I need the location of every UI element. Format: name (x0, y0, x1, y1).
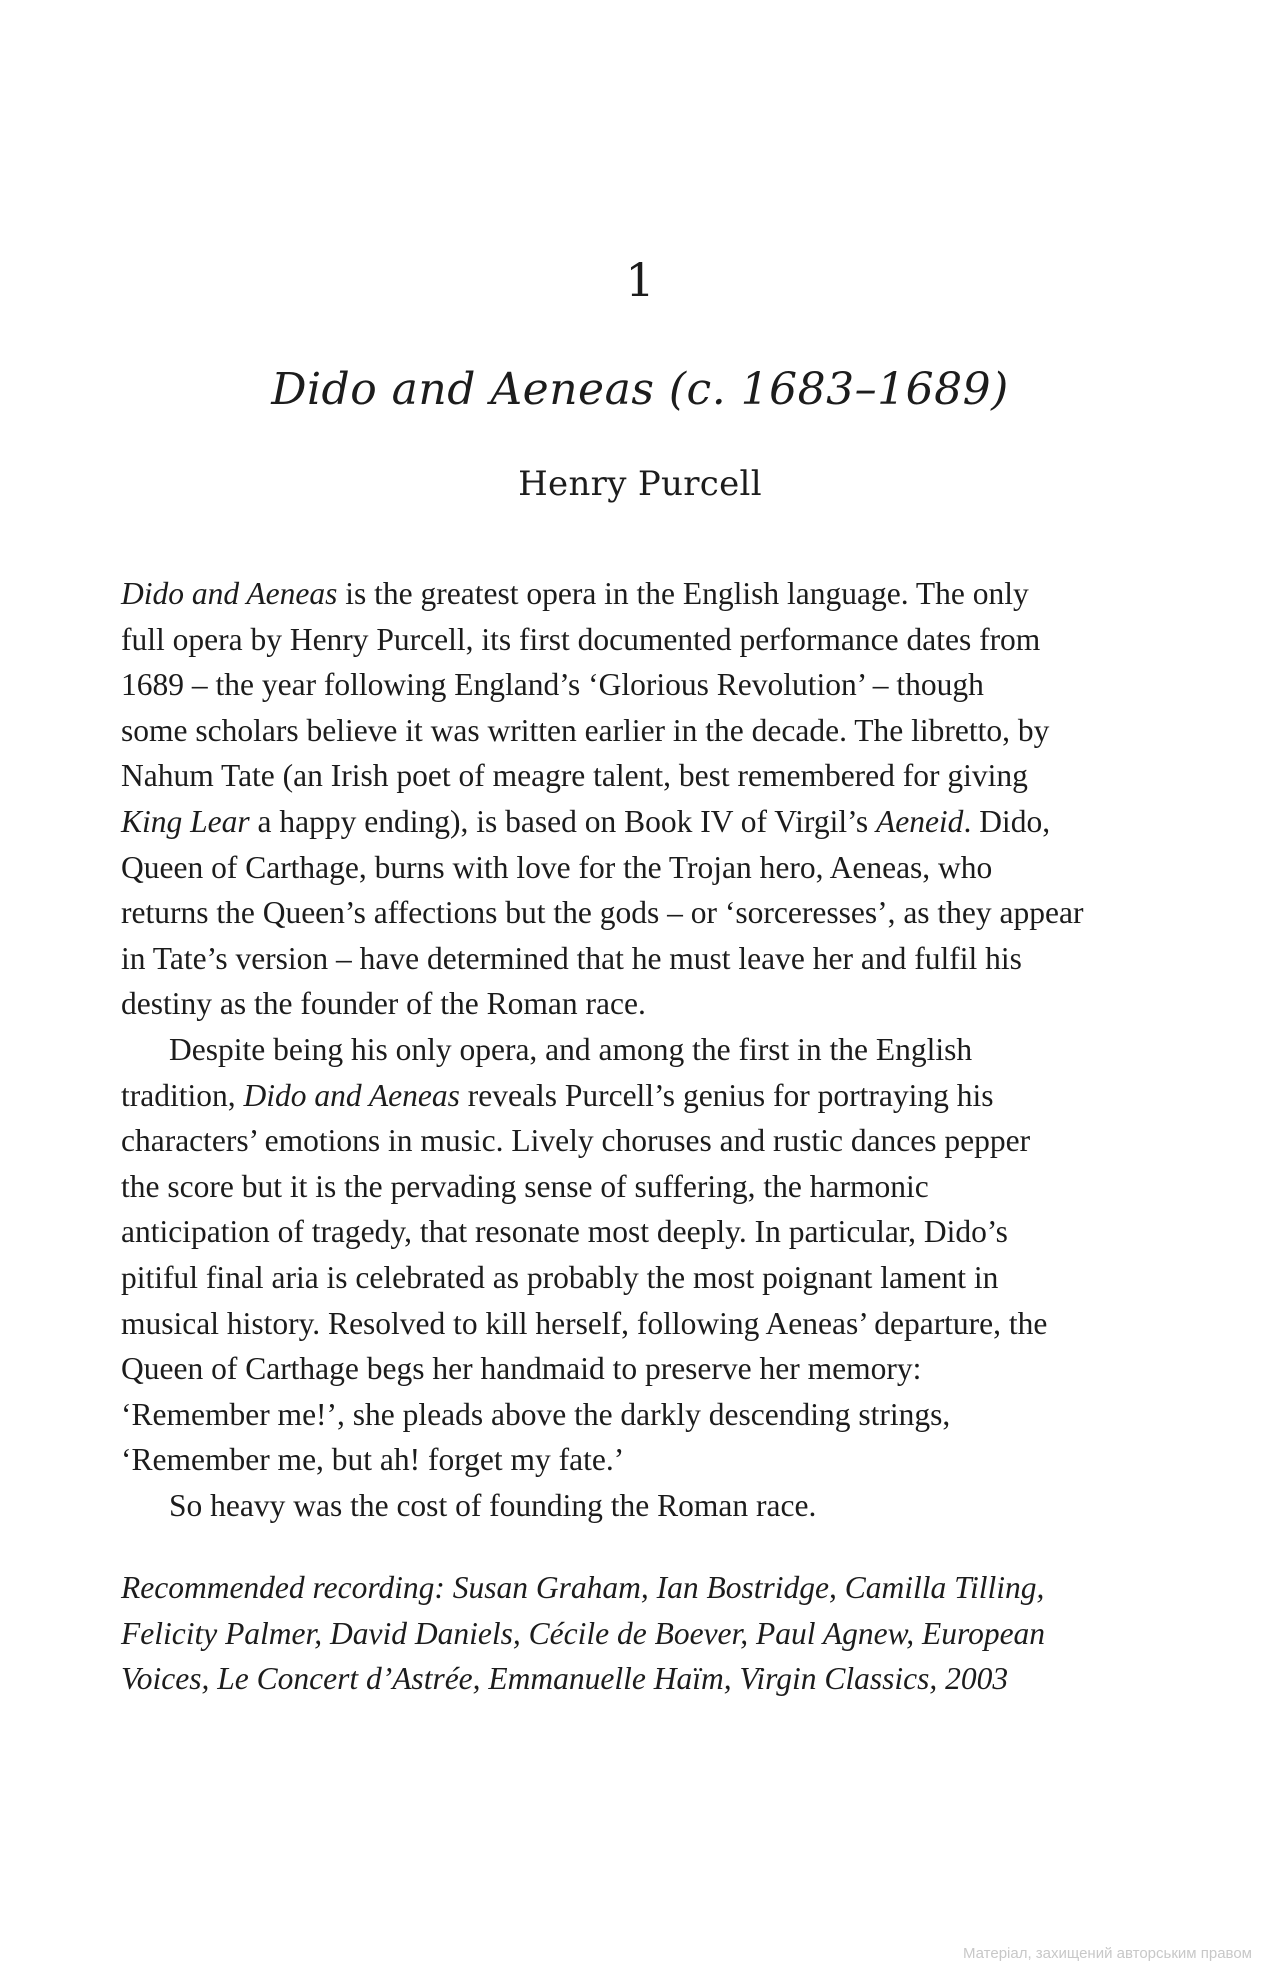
text-run: characters’ emotions in music. Lively choruses and rustic dances pepper (121, 1123, 1031, 1159)
paragraph-1-line (121, 617, 1161, 663)
paragraph-2-line (121, 1392, 1161, 1438)
text-run: anticipation of tragedy, that resonate most deeply. In particular, Dido’s (121, 1214, 1008, 1250)
paragraph-2-line (121, 1301, 1161, 1347)
text-run: ‘Remember me!’, she pleads above the darkly descending strings, (121, 1396, 951, 1432)
paragraph-1-line (121, 981, 1161, 1027)
text-run: 1689 – the year following England’s ‘Glorious Revolution’ – though (121, 667, 984, 703)
paragraph-2-line (121, 1346, 1161, 1392)
chapter-title: Dido and Aeneas (c. 1683–1689) (271, 364, 1009, 415)
paragraph-2-line (121, 1073, 1161, 1119)
text-run: Despite being his only opera, and among the first in the English (169, 1031, 973, 1067)
body-text (121, 571, 1161, 1528)
paragraph-2-line (121, 1027, 1161, 1073)
text-run: the score but it is the pervading sense of suffering, the harmonic (121, 1168, 929, 1204)
paragraph-3-line (121, 1483, 1161, 1529)
text-run: is the greatest opera in the English language. The only (337, 576, 1029, 611)
paragraph-2-line (121, 1437, 1161, 1483)
paragraph-1-line (121, 799, 1161, 845)
text-run: pitiful final aria is celebrated as probably the most poignant lament in (121, 1259, 999, 1295)
composer-name: Henry Purcell (518, 464, 762, 504)
recommendation-line: Felicity Palmer, David Daniels, Cécile de Boever, Paul Agnew, European (121, 1615, 1046, 1651)
copyright-watermark: Матеріал, захищений авторським правом (962, 1945, 1252, 1962)
paragraph-1-line (121, 890, 1161, 936)
text-run: ‘Remember me, but ah! forget my fate.’ (121, 1442, 625, 1478)
paragraph-1-line (121, 571, 1161, 617)
italic-title-text: Dido and Aeneas (243, 1077, 460, 1113)
text-run: . Dido, (963, 803, 1051, 839)
italic-title-text: King Lear (121, 803, 250, 839)
paragraph-2-line (121, 1118, 1161, 1164)
text-run: returns the Queen’s affections but the gods – or ‘sorceresses’, as they appear (121, 895, 1084, 931)
paragraph-1-line (121, 708, 1161, 754)
paragraph-2-line (121, 1164, 1161, 1210)
text-run: full opera by Henry Purcell, its first documented performance dates from (121, 621, 1041, 657)
paragraph-1-line (121, 845, 1161, 891)
text-run: tradition, (121, 1077, 244, 1113)
chapter-number: 1 (625, 253, 655, 307)
paragraph-1-line (121, 936, 1161, 982)
text-run: Queen of Carthage, burns with love for the Trojan hero, Aeneas, who (121, 849, 993, 885)
text-run: in Tate’s version – have determined that he must leave her and fulfil his (121, 940, 1022, 976)
italic-title-text: Dido and Aeneas (121, 576, 338, 611)
recommendation-line: Voices, Le Concert d’Astrée, Emmanuelle Haïm, Virgin Classics, 2003 (121, 1661, 1009, 1697)
text-run: Nahum Tate (an Irish poet of meagre talent, best remembered for giving (121, 758, 1028, 794)
recommended-recording (121, 1565, 1181, 1702)
text-run: reveals Purcell’s genius for portraying his (459, 1077, 994, 1113)
text-run: a happy ending), is based on Book IV of Virgil’s (249, 803, 876, 839)
text-run: some scholars believe it was written earlier in the decade. The libretto, by (121, 712, 1050, 748)
italic-title-text: Aeneid (875, 803, 964, 839)
text-run: musical history. Resolved to kill herself, following Aeneas’ departure, the (121, 1305, 1048, 1341)
paragraph-1-line (121, 753, 1161, 799)
paragraph-2-line (121, 1255, 1161, 1301)
text-run: So heavy was the cost of founding the Roman race. (169, 1487, 817, 1523)
recommendation-line: Recommended recording: Susan Graham, Ian Bostridge, Camilla Tilling, (121, 1570, 1045, 1605)
text-run: Queen of Carthage begs her handmaid to preserve her memory: (121, 1351, 922, 1387)
paragraph-1-line (121, 662, 1161, 708)
paragraph-2-line (121, 1209, 1161, 1255)
text-run: destiny as the founder of the Roman race. (121, 986, 646, 1022)
